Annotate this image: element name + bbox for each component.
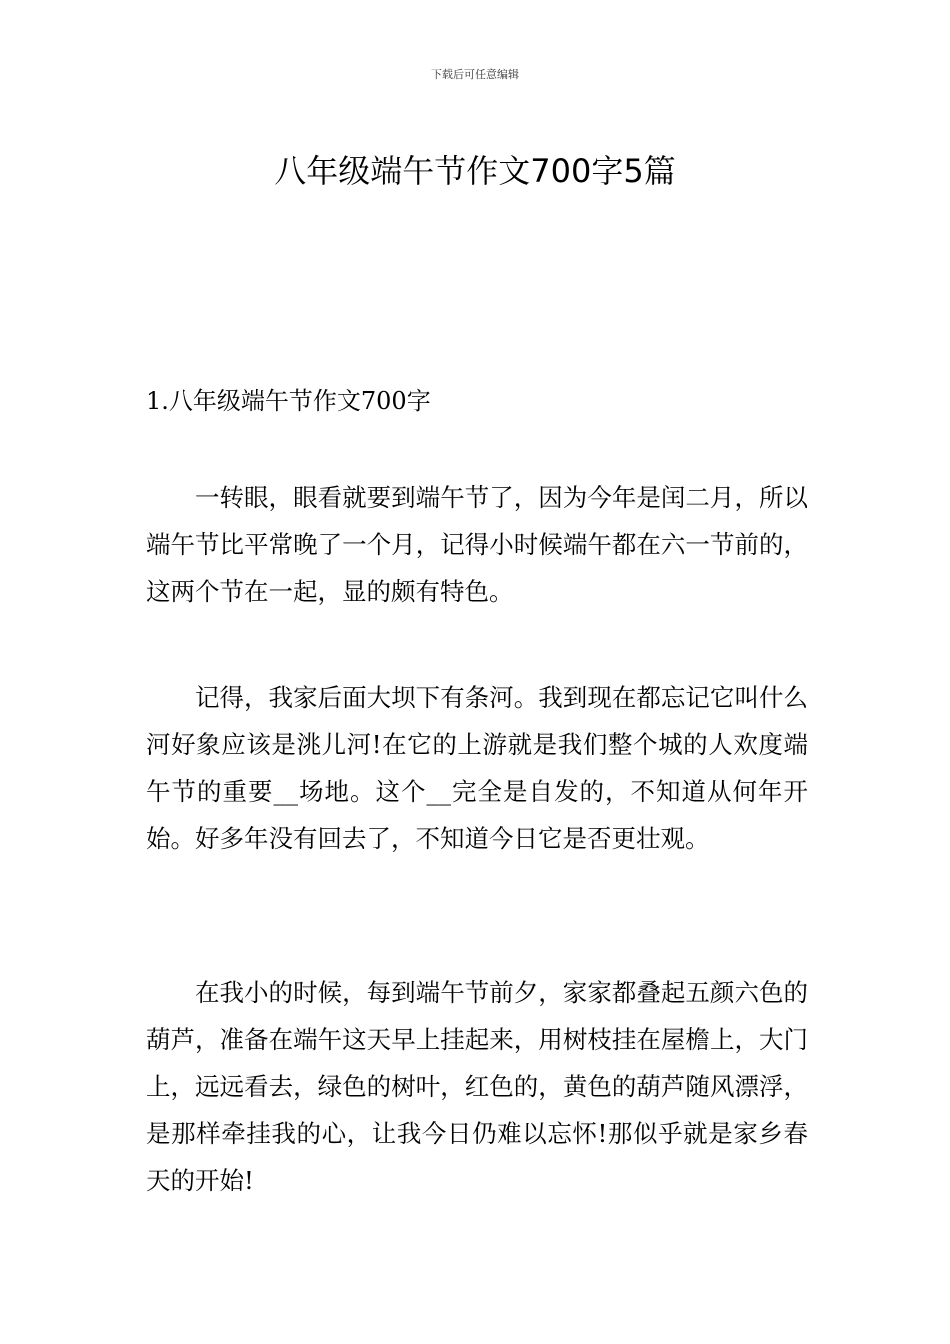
header-note: 下载后可任意编辑	[431, 68, 519, 81]
body-paragraph-2: 记得，我家后面大坝下有条河。我到现在都忘记它叫什么河好象应该是洮儿河!在它的上游就是我们整个城的人欢度端午节的重要__场地。这个__完全是自发的，不知道从何年开始。好多年没有回去了，不知道今日它是否更壮观。	[146, 683, 808, 853]
section-heading: 1.八年级端午节作文700字	[146, 387, 431, 415]
body-paragraph-3: 在我小的时候，每到端午节前夕，家家都叠起五颜六色的葫芦，准备在端午这天早上挂起来，用树枝挂在屋檐上，大门上，远远看去，绿色的树叶，红色的，黄色的葫芦随风漂浮，是那样牵挂我的心，让我今日仍难以忘怀!那似乎就是家乡春天的开始!	[146, 978, 808, 1195]
document-title: 八年级端午节作文700字5篇	[274, 152, 676, 191]
body-paragraph-1: 一转眼，眼看就要到端午节了，因为今年是闰二月，所以端午节比平常晚了一个月，记得小时候端午都在六一节前的，这两个节在一起，显的颇有特色。	[146, 483, 808, 606]
